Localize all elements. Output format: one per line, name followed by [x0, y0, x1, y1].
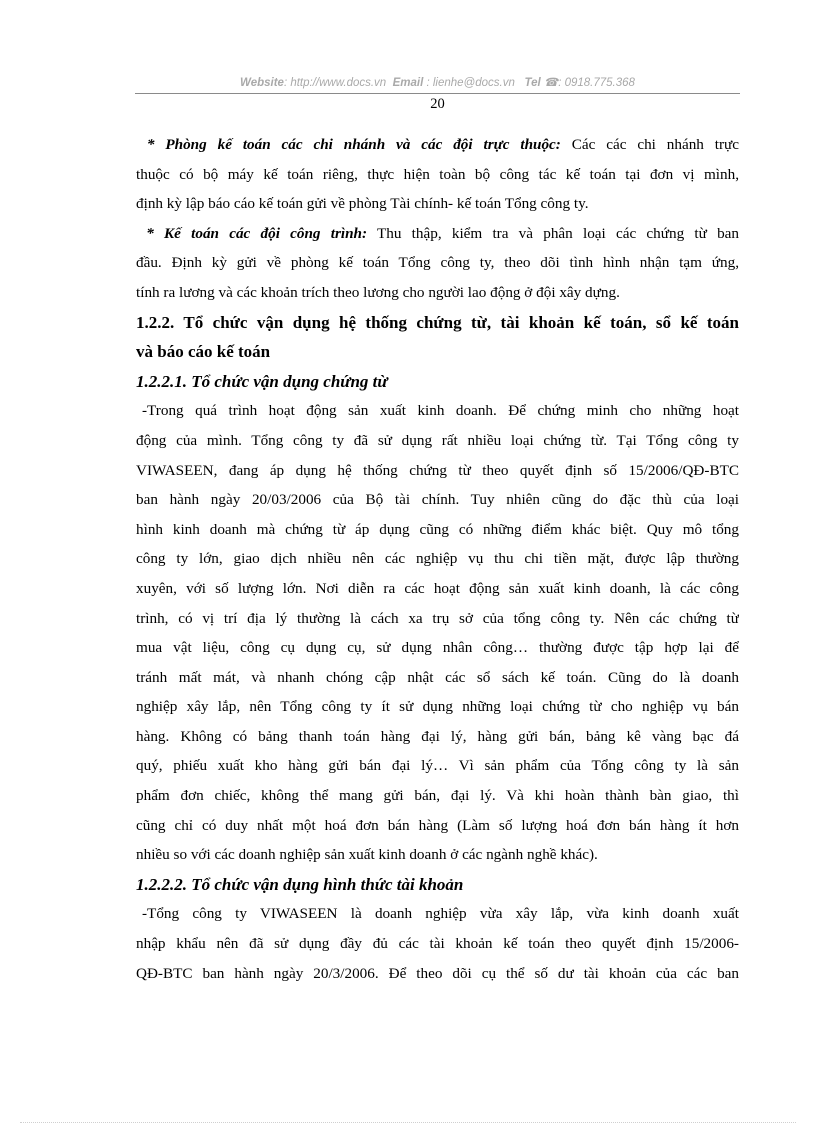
email-label: Email: [392, 77, 424, 89]
paragraph-line: nghiệp xây lắp, nên Tổng công ty ít sử dụng những loại chứng từ cho nghiệp vụ bán: [136, 698, 739, 716]
paragraph-line: hàng. Không có bảng thanh toán hàng đại lý, hàng gửi bán, bảng kê vàng bạc đá: [136, 727, 739, 745]
document-body: [136, 130, 739, 988]
paragraph-line: ban hành ngày 20/03/2006 của Bộ tài chính. Tuy nhiên cũng do đặc thù của loại: [136, 491, 739, 509]
paragraph-line: phẩm đơn chiếc, không thể mang gửi bán, đại lý. Và khi hoàn thành bàn giao, thì: [136, 787, 739, 805]
phone-icon: ☎: [543, 77, 559, 89]
paragraph-line: công ty lớn, giao dịch nhiều nên các nghiệp vụ thu chi tiền mặt, được lập thường: [136, 550, 739, 568]
page-header: [135, 76, 740, 91]
tel-value: : 0918.775.368: [558, 77, 635, 89]
paragraph-text: Thu thập, kiểm tra và phân loại các chứng từ ban: [367, 224, 739, 242]
heading-1-2-2-2: 1.2.2.2. Tổ chức vận dụng hình thức tài khoản: [136, 874, 464, 894]
paragraph-line: hình kinh doanh mà chứng từ áp dụng cũng có những điểm khác biệt. Quy mô tổng: [136, 520, 739, 538]
paragraph-line: -Trong quá trình hoạt động sản xuất kinh doanh. Để chứng minh cho những hoạt: [142, 402, 739, 420]
paragraph-line: xuyên, với số lượng lớn. Nơi diễn ra các hoạt động sản xuất kinh doanh, là các công: [136, 579, 739, 597]
paragraph-line: tránh mất mát, và nhanh chóng cập nhật các sổ sách kế toán. Cũng do là doanh: [136, 668, 739, 686]
paragraph-line: động của mình. Tổng công ty đã sử dụng rất nhiều loại chứng từ. Tại Tổng công ty: [136, 431, 739, 449]
heading-1-2-2: 1.2.2. Tổ chức vận dụng hệ thống chứng từ, tài khoản kế toán, sổ kế toán: [136, 312, 739, 332]
page-number: 20: [430, 96, 445, 112]
website-value[interactable]: : http://www.docs.vn: [283, 77, 387, 89]
section-label: * Phòng kế toán các chi nhánh và các đội trực thuộc:: [146, 136, 561, 153]
header-rule: [135, 93, 740, 94]
paragraph-line: nhập khẩu nên đã sử dụng đầy đủ các tài khoản kế toán theo quyết định 15/2006-: [136, 935, 739, 953]
website-label: Website: [240, 77, 284, 89]
paragraph-line: -Tổng công ty VIWASEEN là doanh nghiệp vừa xây lắp, vừa kinh doanh xuất: [142, 905, 739, 923]
email-value[interactable]: : lienhe@docs.vn: [423, 77, 515, 89]
paragraph-line: đầu. Định kỳ gửi về phòng kế toán Tổng công ty, theo dõi tình hình nhận tạm ứng,: [136, 254, 739, 272]
paragraph-line: QĐ-BTC ban hành ngày 20/3/2006. Để theo dõi cụ thể số dư tài khoản của các ban: [136, 964, 739, 982]
paragraph-line: VIWASEEN, đang áp dụng hệ thống chứng từ theo quyết định số 15/2006/QĐ-BTC: [136, 461, 739, 479]
paragraph-line: quý, phiếu xuất kho hàng gửi bán đại lý… Vì sản phẩm của Tổng công ty là sản: [136, 757, 739, 775]
heading-1-2-2-cont: và báo cáo kế toán: [136, 342, 271, 362]
tel-label: Tel: [524, 77, 541, 89]
section-label: * Kế toán các đội công trình:: [146, 224, 368, 242]
paragraph-line: mua vật liệu, công cụ dụng cụ, sử dụng nhân công… thường được tập hợp lại để: [136, 639, 739, 657]
paragraph-line: [136, 219, 739, 249]
paragraph-text: Các các chi nhánh trực: [560, 136, 739, 153]
paragraph-line: định kỳ lập báo cáo kế toán gửi về phòng Tài chính- kế toán Tổng công ty.: [136, 195, 589, 213]
paragraph-line: trình, có vị trí địa lý thường là cách xa trụ sở của tổng công ty. Nên các chứng từ: [136, 609, 739, 627]
heading-1-2-2-1: 1.2.2.1. Tổ chức vận dụng chứng từ: [136, 371, 388, 391]
paragraph-line: tính ra lương và các khoản trích theo lương cho người lao động ở đội xây dựng.: [136, 283, 620, 301]
paragraph-line: [136, 130, 739, 160]
paragraph-line: nhiều so với các doanh nghiệp sản xuất kinh doanh ở các ngành nghề khác).: [136, 846, 598, 864]
paragraph-line: cũng chỉ có duy nhất một hoá đơn bán hàng (Làm số lượng hoá đơn bán hàng ít hơn: [136, 816, 739, 834]
paragraph-line: thuộc có bộ máy kế toán riêng, thực hiện toàn bộ công tác kế toán tại đơn vị mình,: [136, 165, 739, 183]
